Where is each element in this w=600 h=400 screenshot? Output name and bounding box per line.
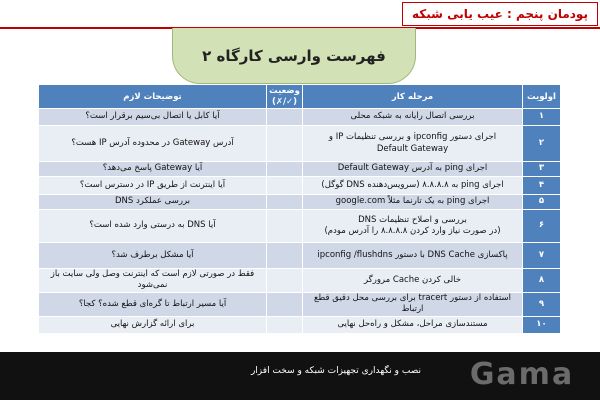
row-step-line: (در صورت نیاز وارد کردن ۸.۸.۸.۸ را آدرس مودم) [324, 226, 501, 236]
row-priority: ۸ [523, 269, 561, 293]
row-status-cell[interactable] [267, 292, 303, 316]
row-description: آیا کابل یا اتصال بی‌سیم برقرار است؟ [39, 109, 267, 126]
slide-title-banner [172, 28, 416, 84]
table-row [39, 210, 561, 243]
row-step [303, 243, 523, 269]
table-row [39, 243, 561, 269]
row-priority: ۱۰ [523, 316, 561, 333]
table-row [39, 316, 561, 333]
slide-title: فهرست وارسی کارگاه ۲ [202, 46, 386, 65]
row-description: آیا DNS به درستی وارد شده است؟ [39, 210, 267, 243]
row-step-line: خالی کردن Cache مرورگر [363, 274, 462, 285]
row-priority: ۲ [523, 126, 561, 162]
row-step-line: بررسی اتصال رایانه به شبکه محلی [350, 111, 475, 122]
row-step-line: اجرای دستور ipconfig و بررسی تنظیمات IP و [328, 132, 497, 143]
row-description: بررسی عملکرد DNS [39, 195, 267, 210]
row-step [303, 109, 523, 126]
row-priority: ۹ [523, 292, 561, 316]
row-step-line: بررسی و اصلاح تنظیمات DNS [358, 214, 467, 225]
status-header-marks: (✓/✗) [271, 96, 298, 107]
row-status-cell[interactable] [267, 210, 303, 243]
row-description: فقط در صورتی لازم است که اینترنت وصل ولی سایت باز نمی‌شود [39, 269, 267, 293]
table-row [39, 109, 561, 126]
row-step [303, 177, 523, 195]
table-row [39, 195, 561, 210]
row-status-cell[interactable] [267, 243, 303, 269]
row-description: برای ارائه گزارش نهایی [39, 316, 267, 333]
row-description: آیا مسیر ارتباط تا گره‌ای قطع شده؟ کجا؟ [39, 292, 267, 316]
table-row [39, 292, 561, 316]
row-status-cell[interactable] [267, 162, 303, 177]
row-priority: ۷ [523, 243, 561, 269]
table-row [39, 126, 561, 162]
row-step [303, 269, 523, 293]
row-status-cell[interactable] [267, 316, 303, 333]
row-step [303, 162, 523, 177]
table-row [39, 177, 561, 195]
row-description: آیا مشکل برطرف شد؟ [39, 243, 267, 269]
column-header-status [267, 85, 303, 109]
row-status-cell[interactable] [267, 177, 303, 195]
chapter-title: پودمان پنجم : عیب یابی شبکه [412, 7, 588, 21]
gama-logo: Gama [469, 356, 575, 392]
table-row [39, 162, 561, 177]
row-step-line: اجرای ping به آدرس Default Gateway [337, 163, 488, 174]
footer-text: نصب و نگهداری تجهیزات شبکه و سخت افزار [250, 366, 422, 376]
row-step [303, 195, 523, 210]
row-priority: ۳ [523, 162, 561, 177]
column-header-step: مرحله کار [303, 85, 523, 109]
row-step [303, 126, 523, 162]
table-header-row [39, 85, 561, 109]
row-description: آیا Gateway پاسخ می‌دهد؟ [39, 162, 267, 177]
row-priority: ۶ [523, 210, 561, 243]
column-header-desc: توضیحات لازم [39, 85, 267, 109]
row-status-cell[interactable] [267, 109, 303, 126]
row-step-line: اجرای ping به ۸.۸.۸.۸ (سرویس‌دهنده DNS گوگل) [321, 179, 504, 190]
row-description: آدرس Gateway در محدوده آدرس IP هست؟ [39, 126, 267, 162]
column-header-priority: اولویت [523, 85, 561, 109]
row-step-line: پاکسازی DNS Cache با دستور ipconfig /flushdns [317, 249, 508, 260]
row-description: آیا اینترنت از طریق IP در دسترس است؟ [39, 177, 267, 195]
table-row [39, 269, 561, 293]
row-step-line: Default Gateway [376, 143, 449, 154]
checklist-table [38, 84, 561, 334]
chapter-title-box [402, 2, 598, 26]
row-priority: ۱ [523, 109, 561, 126]
row-step-line: اجرای ping به یک تارنما مثلاً google.com [335, 196, 490, 207]
row-priority: ۵ [523, 195, 561, 210]
row-step [303, 292, 523, 316]
row-priority: ۴ [523, 177, 561, 195]
row-status-cell[interactable] [267, 126, 303, 162]
row-status-cell[interactable] [267, 195, 303, 210]
row-step [303, 210, 523, 243]
status-header-label: وضعیت [269, 86, 300, 97]
row-status-cell[interactable] [267, 269, 303, 293]
row-step-line: مستندسازی مراحل، مشکل و راه‌حل نهایی [337, 319, 488, 330]
row-step-line: استفاده از دستور tracert برای بررسی محل دقیق قطع ارتباط [314, 292, 511, 315]
row-step [303, 316, 523, 333]
